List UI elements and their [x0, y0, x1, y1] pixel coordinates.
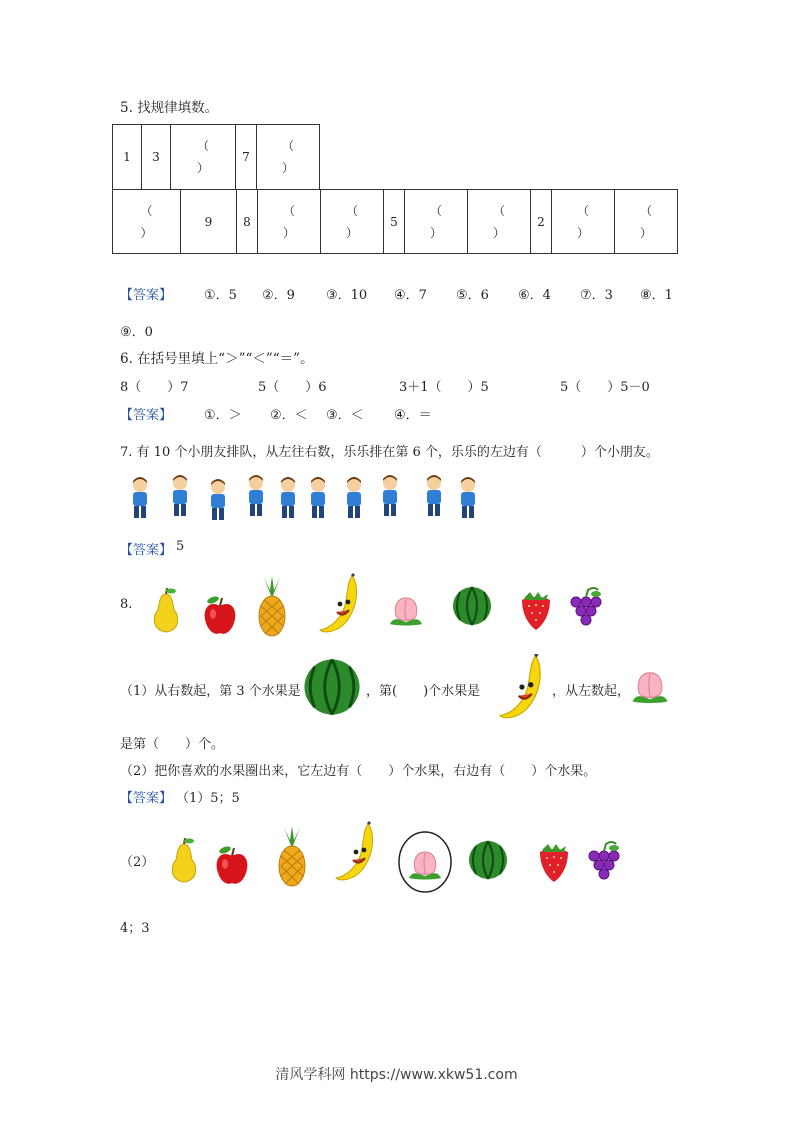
- answer-tag: 【答案】: [120, 791, 173, 806]
- answer-item: ⑤．6: [456, 288, 489, 303]
- fruit-row-answer-image: [158, 818, 638, 904]
- strawberry-icon: [540, 844, 568, 882]
- grape-icon: [589, 842, 619, 879]
- answer-item: ①．5: [204, 288, 237, 303]
- child-icon: [347, 477, 361, 518]
- answer-item: ④．＝: [394, 408, 432, 423]
- peach-icon: [626, 664, 674, 708]
- apple-icon: [217, 845, 248, 884]
- pineapple-icon: [279, 826, 305, 886]
- table-cell[interactable]: （ ）: [615, 190, 678, 254]
- banana-icon: [336, 822, 373, 880]
- answer-item: ③．10: [326, 288, 368, 303]
- pineapple-icon: [259, 576, 285, 636]
- table-cell: 3: [142, 125, 171, 190]
- apple-icon: [205, 595, 236, 634]
- q8-part1-a: （1）从右数起，第 3 个水果是: [120, 684, 301, 699]
- answer-item: （2）: [120, 855, 155, 870]
- answer-item: ⑧．1: [640, 288, 673, 303]
- compare-item[interactable]: 8（ ）7: [120, 380, 189, 395]
- answer-item: 5: [176, 539, 185, 554]
- answer-item: （1）5；5: [176, 791, 240, 806]
- answer-item: ④．7: [394, 288, 427, 303]
- grape-icon: [571, 588, 601, 625]
- table-cell[interactable]: （ ）: [405, 190, 468, 254]
- banana-icon: [494, 654, 550, 720]
- answer-tag: 【答案】: [120, 543, 173, 558]
- answer-item: ②．＜: [270, 408, 308, 423]
- compare-item[interactable]: 5（ ）6: [258, 380, 327, 395]
- compare-item[interactable]: 3＋1（ ）5: [399, 380, 489, 395]
- strawberry-icon: [522, 592, 550, 630]
- child-icon: [427, 475, 441, 516]
- table-cell: 8: [237, 190, 258, 254]
- answer-tag: 【答案】: [120, 288, 173, 303]
- watermelon-icon: [469, 841, 507, 879]
- children-row-image: [120, 468, 486, 530]
- q8-part1-c: ，从左数起，: [552, 684, 631, 699]
- q7-title: 7. 有 10 个小朋友排队，从左往右数，乐乐排在第 6 个，乐乐的左边有（ ）个小朋友。: [120, 445, 659, 460]
- child-icon: [311, 477, 325, 518]
- child-icon: [281, 477, 295, 518]
- answer-item: 4；3: [120, 921, 150, 936]
- table-cell[interactable]: （ ）: [468, 190, 531, 254]
- table-cell[interactable]: （ ）: [257, 125, 320, 190]
- q6-title: 6. 在括号里填上“＞”“＜”“＝”。: [120, 351, 314, 367]
- q8-part1-d[interactable]: 是第（ ）个。: [120, 737, 225, 752]
- sequence-table-row2: [112, 189, 678, 254]
- footer-source: 清风学科网 https://www.xkw51.com: [275, 1067, 518, 1083]
- banana-icon: [320, 574, 357, 632]
- table-cell: 1: [113, 125, 142, 190]
- child-icon: [383, 475, 397, 516]
- answer-item: ⑦．3: [580, 288, 613, 303]
- watermelon-icon: [300, 658, 364, 716]
- table-cell[interactable]: （ ）: [552, 190, 615, 254]
- peach-icon: [390, 598, 422, 626]
- peach-icon: [409, 852, 441, 880]
- table-cell: 2: [531, 190, 552, 254]
- answer-item: ⑥．4: [518, 288, 551, 303]
- fruit-row-image: [140, 570, 620, 646]
- table-cell[interactable]: （ ）: [171, 125, 236, 190]
- q5-title: 5. 找规律填数。: [120, 100, 219, 116]
- child-icon: [173, 475, 187, 516]
- q8-part2[interactable]: （2）把你喜欢的水果圈出来，它左边有（ ）个水果，右边有（ ）个水果。: [120, 764, 597, 779]
- answer-item: ⑨．0: [120, 325, 153, 340]
- pear-icon: [172, 838, 196, 882]
- compare-item[interactable]: 5（ ）5－0: [560, 380, 650, 395]
- answer-item: ①．＞: [204, 408, 242, 423]
- child-icon: [461, 477, 475, 518]
- table-cell[interactable]: （ ）: [113, 190, 181, 254]
- table-cell: 9: [181, 190, 237, 254]
- child-icon: [249, 475, 263, 516]
- pear-icon: [154, 588, 178, 632]
- q8-number: 8.: [120, 597, 133, 612]
- answer-tag: 【答案】: [120, 408, 173, 423]
- answer-item: ③．＜: [326, 408, 364, 423]
- q8-part1-b[interactable]: ，第( )个水果是: [366, 684, 481, 699]
- table-cell[interactable]: （ ）: [321, 190, 384, 254]
- watermelon-icon: [453, 587, 491, 625]
- sequence-table-row1: [112, 124, 320, 190]
- table-cell: 7: [236, 125, 257, 190]
- table-cell[interactable]: （ ）: [258, 190, 321, 254]
- answer-item: ②．9: [262, 288, 295, 303]
- child-icon: [133, 477, 147, 518]
- child-icon: [211, 479, 225, 520]
- table-cell: 5: [384, 190, 405, 254]
